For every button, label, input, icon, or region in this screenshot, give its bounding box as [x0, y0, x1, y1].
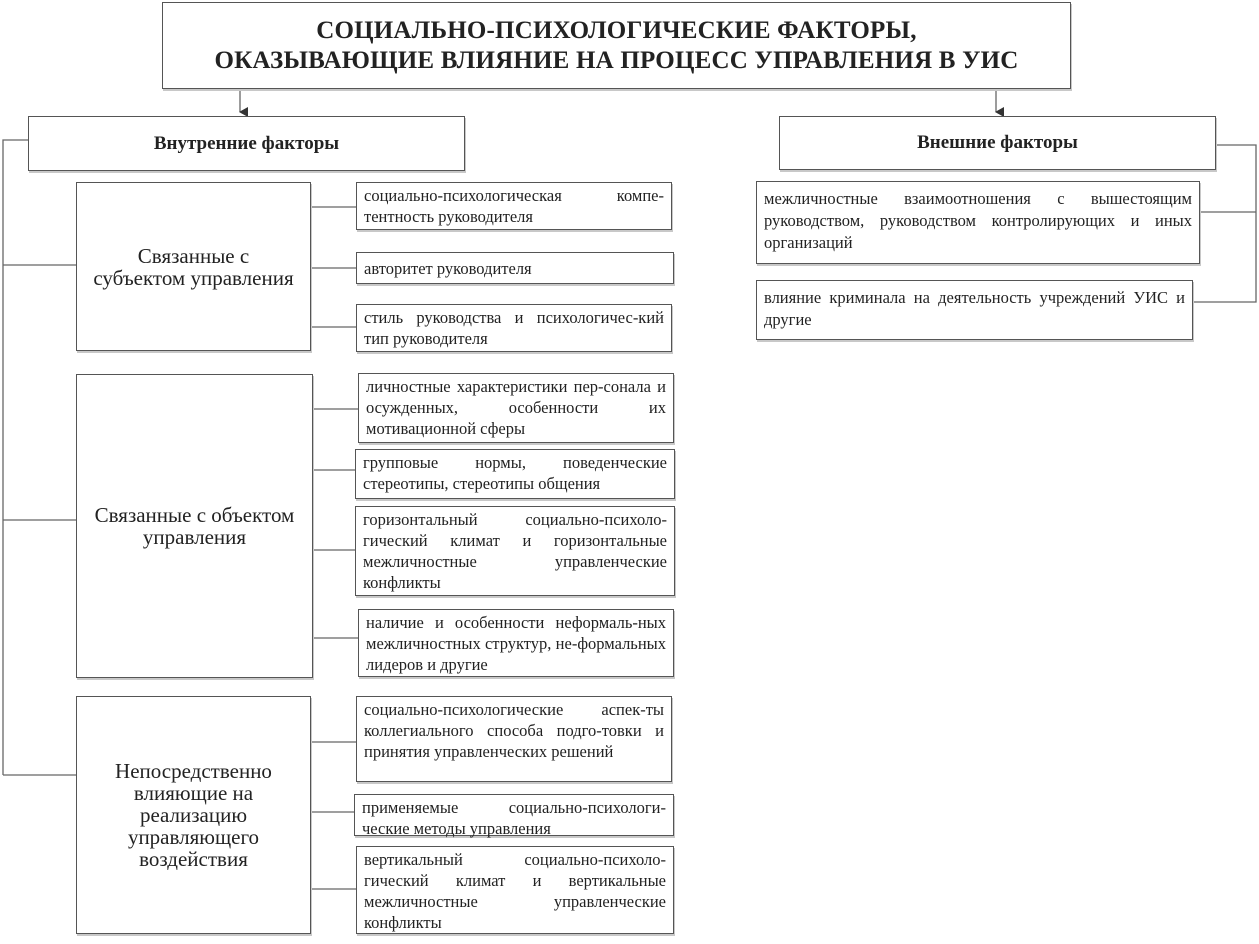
factor-item: социально-психологическая компе-тентность руководителя [356, 182, 672, 230]
factor-item: социально-психологические аспек-ты коллегиального способа подго-товки и принятия управленческих решений [356, 696, 672, 782]
factor-item: применяемые социально-психологи-ческие методы управления [354, 794, 674, 836]
internal-spine [3, 140, 28, 775]
factor-item: личностные характеристики пер-сонала и осужденных, особенности их мотивационной сферы [358, 373, 674, 443]
factor-item: групповые нормы, поведенческие стереотипы, стереотипы общения [355, 449, 675, 499]
group-object-of-management: Связанные с объектом управления [76, 374, 313, 678]
group-direct-influence: Непосредственно влияющие на реализацию управляющего воздействия [76, 696, 311, 934]
factor-item: авторитет руководителя [356, 252, 674, 284]
internal-factors-heading: Внутренние факторы [28, 116, 465, 171]
factor-item: стиль руководства и психологичес-кий тип руководителя [356, 304, 672, 352]
factor-item: наличие и особенности неформаль-ных межличностных структур, не-формальных лидеров и другие [358, 609, 674, 677]
external-factor-item: межличностные взаимоотношения с вышестоящим руководством, руководством контролирующих и иных организаций [756, 181, 1200, 264]
group-subject-of-management: Связанные с субъектом управления [76, 182, 311, 351]
diagram-title: СОЦИАЛЬНО-ПСИХОЛОГИЧЕСКИЕ ФАКТОРЫ, ОКАЗЫВАЮЩИЕ ВЛИЯНИЕ НА ПРОЦЕСС УПРАВЛЕНИЯ В УИС [162, 2, 1071, 89]
factor-item: горизонтальный социально-психоло-гический климат и горизонтальные межличностные управленческие конфликты [355, 506, 675, 596]
external-factors-heading: Внешние факторы [779, 116, 1216, 170]
external-factor-item: влияние криминала на деятельность учреждений УИС и другие [756, 280, 1193, 340]
factor-item: вертикальный социально-психоло-гический климат и вертикальные межличностные управленческие конфликты [356, 846, 674, 934]
